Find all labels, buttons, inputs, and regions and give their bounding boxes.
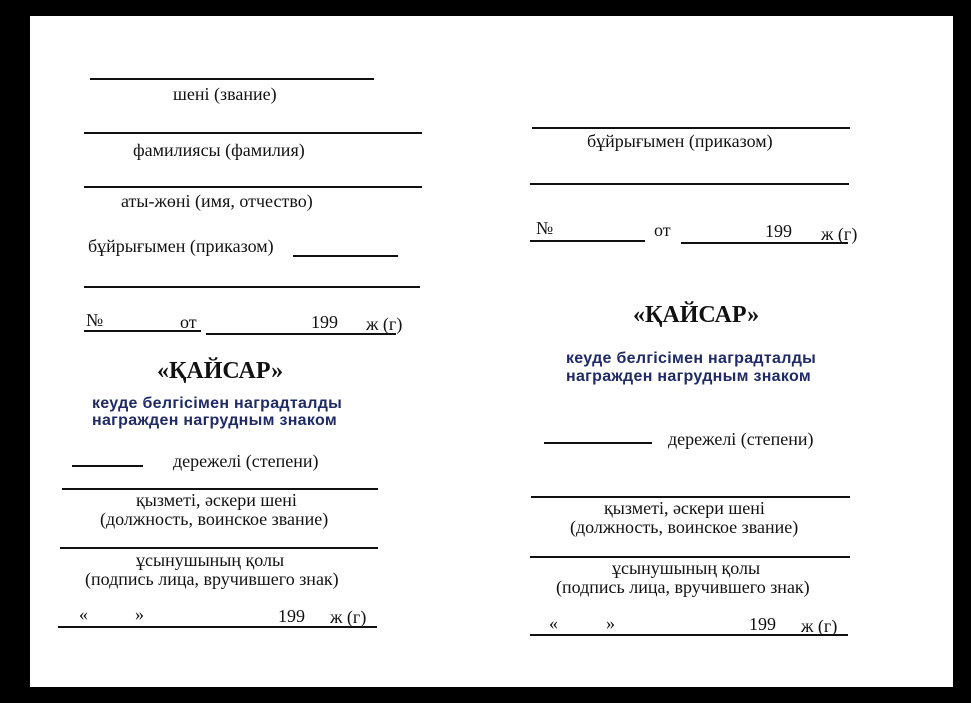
right-position-kz: қызметі, әскери шені — [604, 498, 765, 518]
date-year-suffix: ж (г) — [330, 607, 367, 627]
order-line[interactable] — [84, 286, 420, 288]
order-number-sign: № — [86, 310, 104, 330]
signature-line[interactable] — [60, 547, 378, 549]
right-awarded-kz: кеуде белгісімен наградталды — [566, 350, 817, 367]
name-line[interactable] — [84, 186, 422, 188]
right-order-from-label: от — [654, 220, 671, 240]
right-date-year: 199 — [749, 614, 776, 634]
right-date-quote-open: « — [549, 613, 558, 633]
date-quote-open: « — [79, 604, 88, 624]
order-label: бұйрығымен (приказом) — [88, 236, 274, 256]
right-signature-kz: ұсынушының қолы — [612, 558, 761, 578]
right-order-label: бұйрығымен (приказом) — [587, 131, 773, 151]
surname-line[interactable] — [84, 132, 422, 134]
rank-line[interactable] — [90, 78, 374, 80]
right-signature-ru: (подпись лица, вручившего знак) — [556, 577, 810, 597]
order-from-label: от — [180, 312, 197, 332]
order-year-suffix: ж (г) — [366, 314, 403, 334]
awarded-ru: награжден нагрудным знаком — [92, 412, 337, 429]
name-label: аты-жөні (имя, отчество) — [121, 191, 313, 211]
order-year: 199 — [311, 312, 338, 332]
signature-ru: (подпись лица, вручившего знак) — [85, 569, 339, 589]
signature-kz: ұсынушының қолы — [136, 550, 285, 570]
awarded-kz: кеуде белгісімен наградталды — [92, 395, 343, 412]
right-date-quote-close: » — [606, 613, 615, 633]
right-date-line[interactable] — [530, 634, 848, 636]
right-date-year-suffix: ж (г) — [801, 616, 838, 636]
right-order-year: 199 — [765, 221, 792, 241]
degree-line[interactable] — [72, 465, 143, 467]
right-order-number-sign: № — [536, 218, 554, 238]
right-award-title: «ҚАЙСАР» — [633, 302, 760, 328]
order-line-inline[interactable] — [293, 255, 398, 257]
date-year: 199 — [278, 606, 305, 626]
position-ru: (должность, воинское звание) — [100, 509, 329, 529]
right-order-line[interactable] — [530, 183, 849, 185]
date-line[interactable] — [58, 626, 377, 628]
right-order-number-line[interactable] — [530, 240, 645, 242]
degree-label: дережелі (степени) — [173, 451, 319, 471]
rank-label: шені (звание) — [173, 84, 277, 104]
position-kz: қызметі, әскери шені — [136, 490, 297, 510]
right-degree-line[interactable] — [544, 442, 652, 444]
right-awarded-ru: награжден нагрудным знаком — [566, 368, 811, 385]
award-title: «ҚАЙСАР» — [157, 358, 284, 384]
surname-label: фамилиясы (фамилия) — [133, 140, 305, 160]
right-position-ru: (должность, воинское звание) — [570, 517, 799, 537]
right-degree-label: дережелі (степени) — [668, 429, 814, 449]
right-top-line[interactable] — [532, 127, 850, 129]
date-quote-close: » — [135, 604, 144, 624]
right-order-year-suffix: ж (г) — [821, 224, 858, 244]
